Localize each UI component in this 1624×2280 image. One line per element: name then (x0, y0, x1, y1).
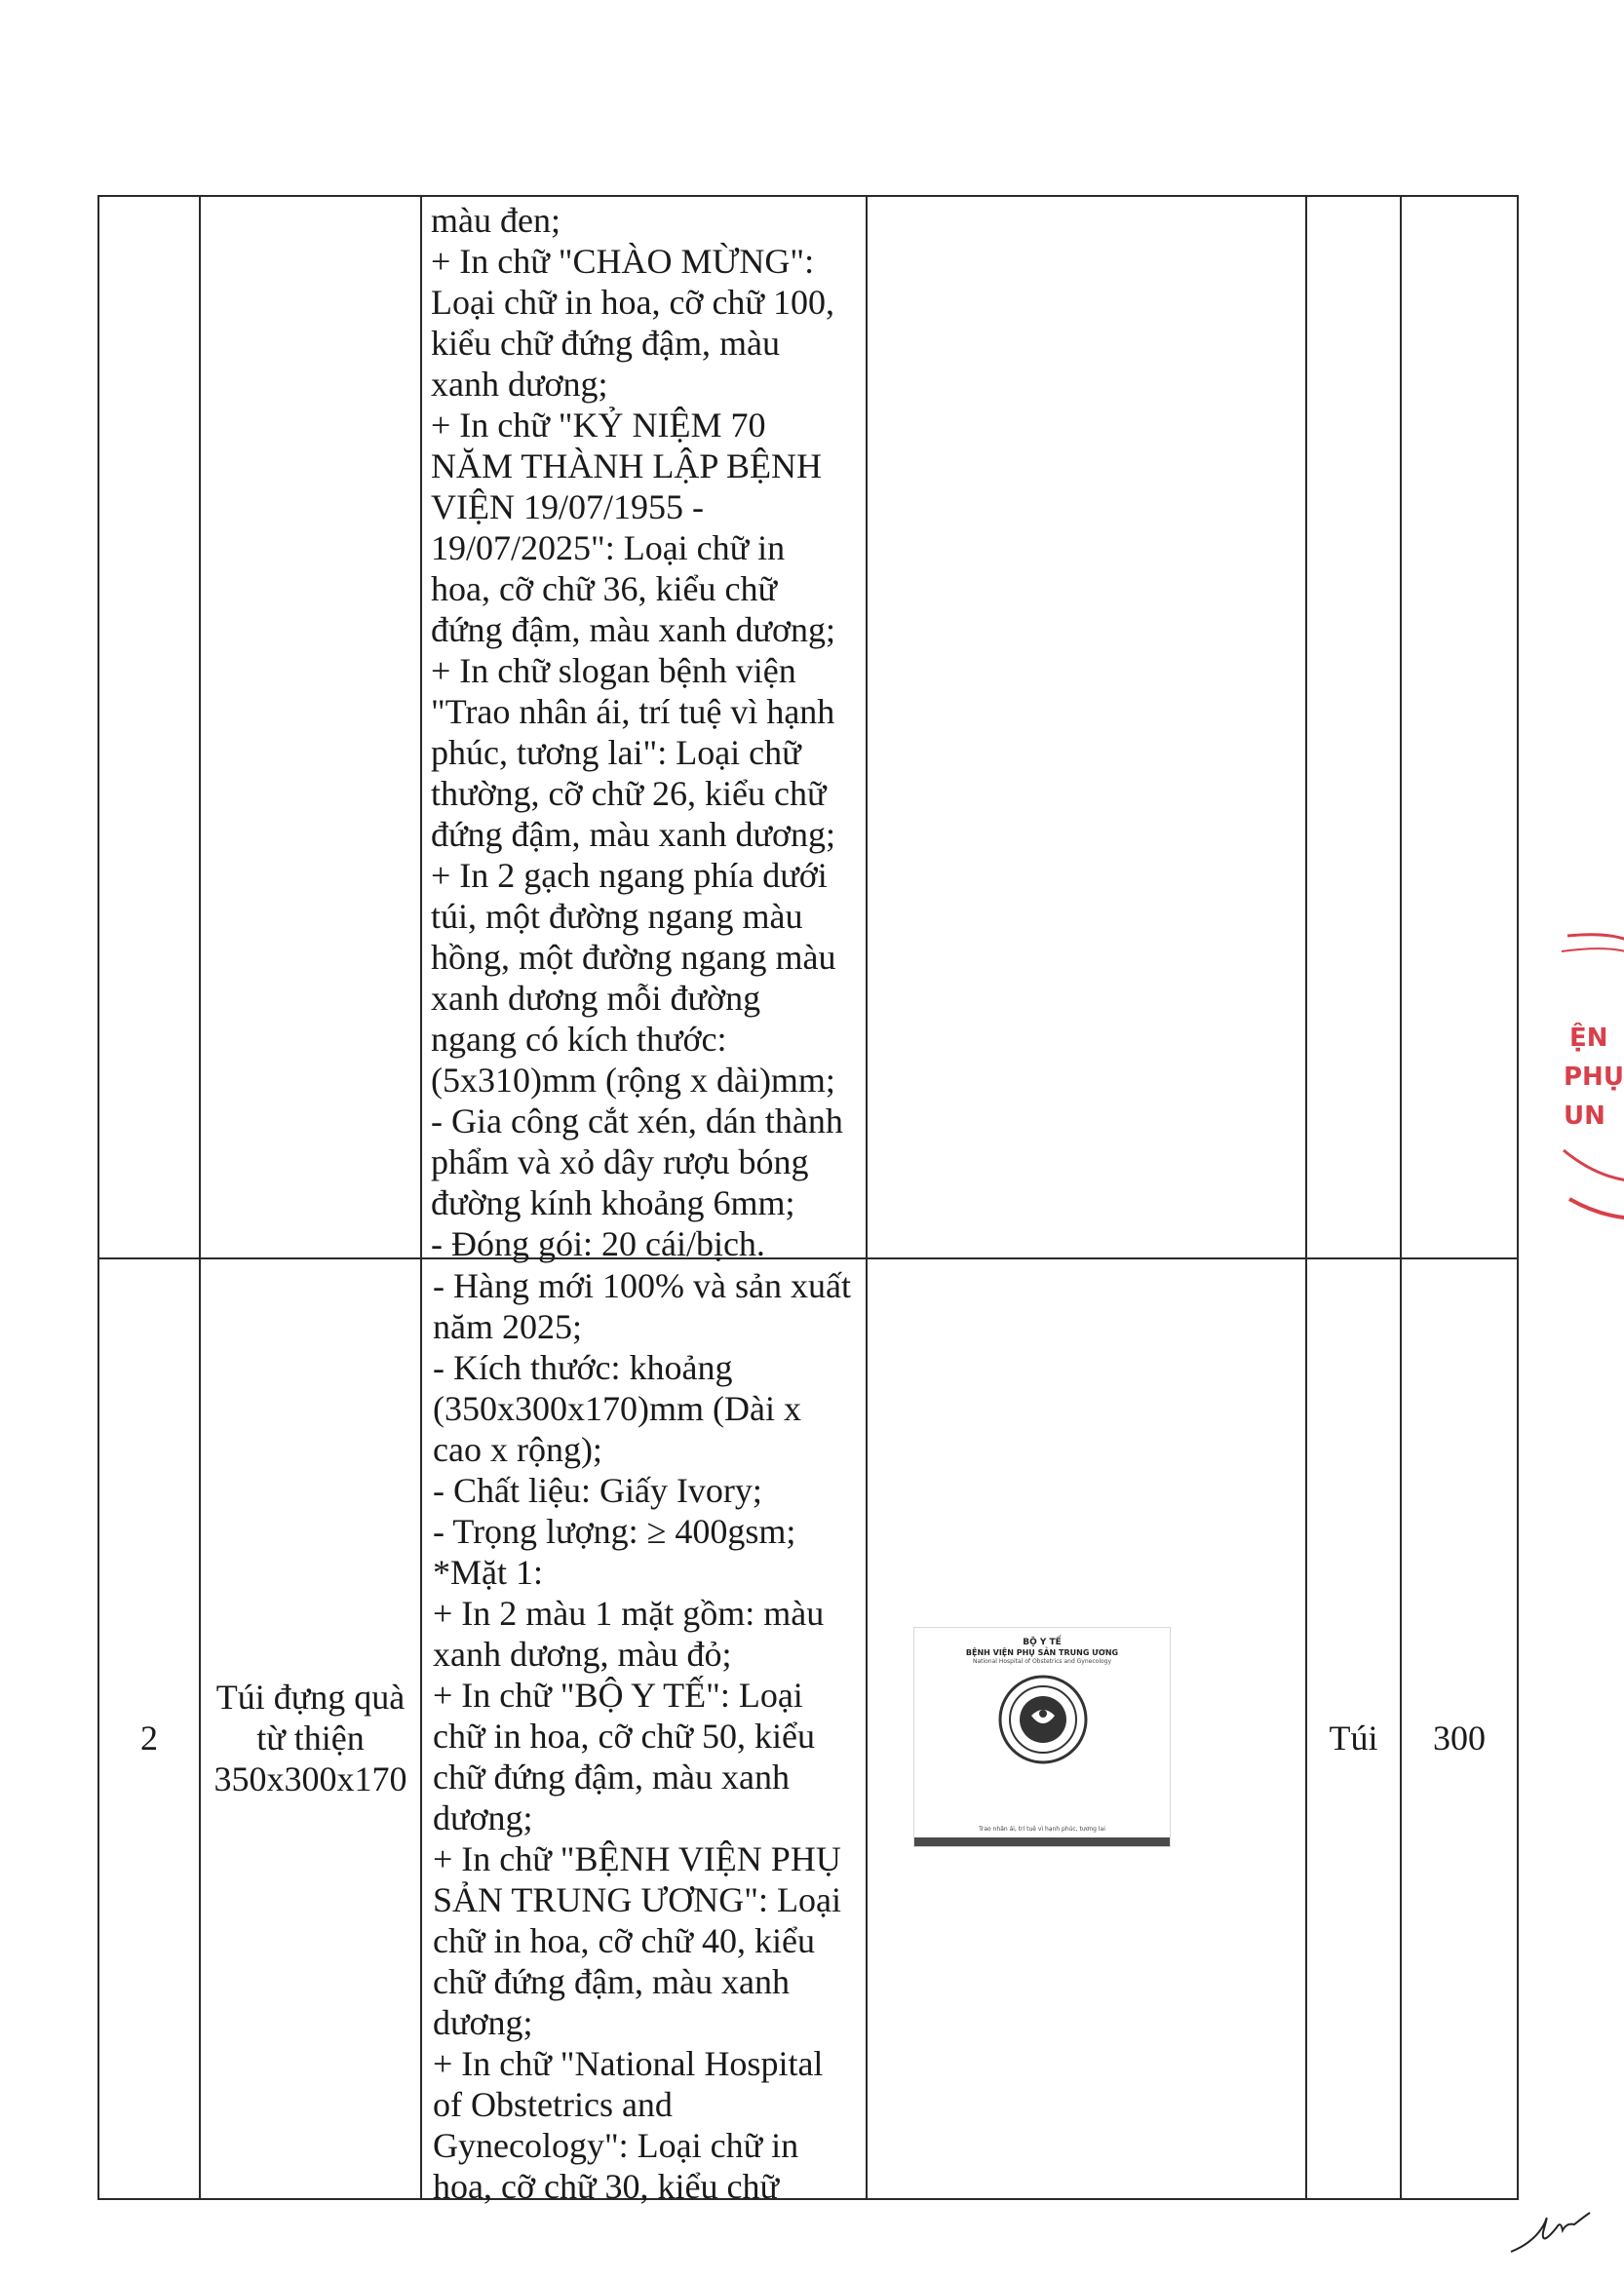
spec-line: "Trao nhân ái, trí tuệ vì hạnh (431, 692, 835, 731)
spec-line: phúc, tương lai": Loại chữ (431, 733, 801, 772)
spec-line: dương; (433, 1798, 533, 1837)
col-border-2 (199, 195, 201, 2200)
spec-line: hoa, cỡ chữ 30, kiểu chữ (433, 2167, 779, 2206)
spec-line: kiểu chữ đứng đậm, màu (431, 324, 780, 363)
spec-line: xanh dương, màu đỏ; (433, 1635, 732, 1674)
spec-line: xanh dương; (431, 365, 608, 404)
spec-line: - Gia công cắt xén, dán thành (431, 1101, 843, 1140)
stamp-text: UN (1564, 1101, 1605, 1131)
name-line: từ thiện (256, 1719, 365, 1758)
name-line: 350x300x170 (213, 1759, 407, 1798)
signature-icon (1506, 2203, 1604, 2261)
spec-line: 19/07/2025": Loại chữ in (431, 528, 786, 567)
spec-line: thường, cỡ chữ 26, kiểu chữ (431, 774, 827, 813)
spec-line: phẩm và xỏ dây rượu bóng (431, 1142, 809, 1181)
spec-line: đường kính khoảng 6mm; (431, 1183, 795, 1222)
spec-line: dương; (433, 2003, 533, 2042)
spec-line: ngang có kích thước: (431, 1020, 727, 1059)
image-bottom-bar (914, 1837, 1170, 1846)
red-stamp-fragment (1550, 926, 1624, 1248)
row2-quantity: 300 (1433, 1719, 1486, 1758)
col-border-6 (1400, 195, 1402, 2200)
spec-line: chữ in hoa, cỡ chữ 40, kiểu (433, 1921, 815, 1960)
spec-line: xanh dương mỗi đường (431, 979, 761, 1018)
spec-line: SẢN TRUNG ƯƠNG": Loại (433, 1880, 841, 1919)
row2-product-name (201, 1677, 420, 1799)
stamp-text: PHỤ (1564, 1063, 1624, 1092)
spec-line: + In chữ "BỘ Y TẾ": Loại (433, 1676, 803, 1715)
hospital-logo-icon (998, 1675, 1088, 1764)
image-title: BỘ Y TẾ (1023, 1638, 1062, 1647)
spec-line: VIỆN 19/07/1955 - (431, 487, 704, 526)
spec-line: - Chất liệu: Giấy Ivory; (433, 1471, 762, 1510)
spec-line: năm 2025; (433, 1307, 582, 1346)
spec-line: cao x rộng); (433, 1430, 602, 1469)
spec-line: - Trọng lượng: ≥ 400gsm; (433, 1512, 796, 1551)
spec-line: + In chữ slogan bệnh viện (431, 651, 796, 690)
spec-line: NĂM THÀNH LẬP BỆNH (431, 446, 823, 485)
spec-line: (350x300x170)mm (Dài x (433, 1389, 801, 1428)
image-english-name: National Hospital of Obstetrics and Gynecology (972, 1658, 1112, 1665)
col-border-4 (866, 195, 868, 2200)
spec-line: màu đen; (431, 201, 561, 240)
spec-line: of Obstetrics and (433, 2085, 673, 2124)
image-slogan: Trao nhân ái, trí tuệ vì hạnh phúc, tương lai (979, 1826, 1105, 1833)
spec-line: đứng đậm, màu xanh dương; (431, 815, 836, 854)
spec-line: chữ in hoa, cỡ chữ 50, kiểu (433, 1717, 815, 1756)
spec-line: chữ đứng đậm, màu xanh (433, 1758, 790, 1797)
spec-line: - Đóng gói: 20 cái/bịch. (431, 1224, 765, 1263)
spec-line: - Kích thước: khoảng (433, 1348, 733, 1387)
col-border-5 (1305, 195, 1307, 2200)
col-border-7 (1517, 195, 1519, 2200)
spec-line: + In 2 gạch ngang phía dưới (431, 856, 828, 895)
col-border-3 (420, 195, 422, 2200)
spec-line: *Mặt 1: (433, 1553, 543, 1592)
row2-stt: 2 (140, 1719, 158, 1758)
spec-line: + In chữ "BỆNH VIỆN PHỤ (433, 1839, 841, 1878)
spec-line: túi, một đường ngang màu (431, 897, 803, 936)
spec-line: + In chữ "CHÀO MỪNG": (431, 242, 815, 281)
spec-line: - Hàng mới 100% và sản xuất (433, 1266, 851, 1305)
spec-line: Loại chữ in hoa, cỡ chữ 100, (431, 283, 834, 322)
row1-specification (431, 200, 843, 1264)
product-image (913, 1627, 1171, 1847)
col-border-1 (97, 195, 99, 2200)
spec-line: hồng, một đường ngang màu (431, 938, 836, 977)
spec-line: + In 2 màu 1 mặt gồm: màu (433, 1594, 825, 1633)
spec-line: + In chữ "National Hospital (433, 2044, 824, 2083)
spec-line: hoa, cỡ chữ 36, kiểu chữ (431, 569, 777, 608)
spec-line: Gynecology": Loại chữ in (433, 2126, 799, 2165)
image-hospital-name: BỆNH VIỆN PHỤ SẢN TRUNG ƯƠNG (965, 1648, 1119, 1657)
spec-line: chữ đứng đậm, màu xanh (433, 1962, 790, 2001)
spec-line: (5x310)mm (rộng x dài)mm; (431, 1061, 835, 1100)
name-line: Túi đựng quà (215, 1678, 406, 1717)
spec-line: + In chữ "KỶ NIỆM 70 (431, 406, 766, 444)
row2-specification (433, 1265, 851, 2207)
spec-line: đứng đậm, màu xanh dương; (431, 610, 836, 649)
row2-unit: Túi (1329, 1719, 1378, 1758)
stamp-text: ỆN (1569, 1024, 1608, 1053)
